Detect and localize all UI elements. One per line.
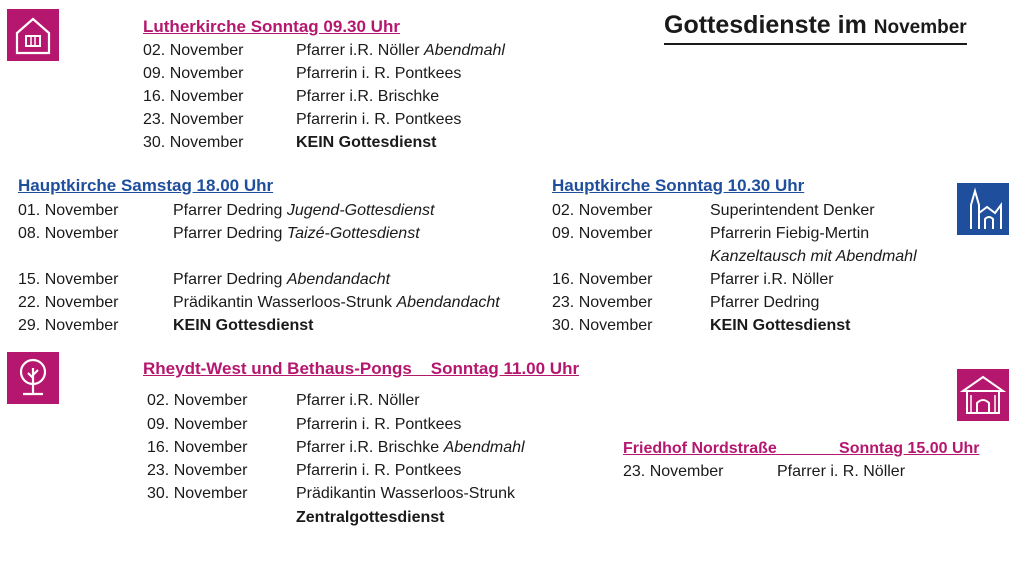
service-date: 16. November <box>147 439 248 456</box>
service-note: Abendmahl <box>443 439 525 456</box>
service-date: 23. November <box>552 294 653 311</box>
service-pastor: Pfarrerin i. R. Pontkees <box>296 65 462 82</box>
service-date: 01. November <box>18 202 119 219</box>
rheydt-heading: Rheydt-West und Bethaus-Pongs Sonntag 11.00 Uhr <box>143 359 580 378</box>
service-date: 09. November <box>143 65 244 82</box>
service-date: 02. November <box>143 42 244 59</box>
church-towers-icon <box>957 183 1009 235</box>
service-date: 22. November <box>18 294 119 311</box>
friedhof-heading: Friedhof Nordstraße Sonntag 15.00 Uhr <box>623 440 980 457</box>
no-service-label: KEIN Gottesdienst <box>173 317 314 334</box>
central-service-label: Zentralgottesdienst <box>296 509 445 526</box>
service-date: 15. November <box>18 271 119 288</box>
service-pastor: Pfarrer i. R. Nöller <box>777 463 906 480</box>
service-date: 30. November <box>143 134 244 151</box>
service-date: 23. November <box>147 462 248 479</box>
service-pastor: Pfarrer i.R. Nöller <box>710 271 834 288</box>
service-pastor: Pfarrer Dedring Abendandacht <box>173 271 391 288</box>
service-note: Kanzeltausch mit Abendmahl <box>710 248 917 265</box>
no-service-label: KEIN Gottesdienst <box>710 317 851 334</box>
service-date: 30. November <box>552 317 653 334</box>
service-date: 02. November <box>552 202 653 219</box>
service-date: 02. November <box>147 392 248 409</box>
church-house-icon <box>7 9 59 61</box>
service-pastor: Pfarrer Dedring <box>710 294 820 311</box>
service-date: 16. November <box>143 88 244 105</box>
service-pastor: Pfarrerin Fiebig-Mertin <box>710 225 870 242</box>
service-pastor: Pfarrer i.R. Nöller Abendmahl <box>296 42 505 59</box>
service-pastor: Pfarrerin i. R. Pontkees <box>296 416 462 433</box>
service-pastor: Prädikantin Wasserloos-Strunk Abendandacht <box>173 294 500 311</box>
title-main: Gottesdienste im <box>664 11 867 39</box>
service-date: 23. November <box>623 463 724 480</box>
service-pastor: Pfarrer i.R. Brischke <box>296 88 440 105</box>
service-pastor: Prädikantin Wasserloos-Strunk <box>296 485 516 502</box>
haupt-so-heading: Hauptkirche Sonntag 10.30 Uhr <box>552 176 805 195</box>
service-note: Taizé-Gottesdienst <box>286 225 420 242</box>
service-pastor: Pfarrer Dedring Jugend-Gottesdienst <box>173 202 435 219</box>
service-date: 30. November <box>147 485 248 502</box>
service-note: Jugend-Gottesdienst <box>286 202 435 219</box>
service-date: 23. November <box>143 111 244 128</box>
no-service-label: KEIN Gottesdienst <box>296 134 437 151</box>
page-title <box>664 10 967 45</box>
service-note: Abendmahl <box>424 42 505 59</box>
service-pastor: Pfarrerin i. R. Pontkees <box>296 111 462 128</box>
service-pastor: Superintendent Denker <box>710 202 875 219</box>
service-note: Abendandacht <box>396 294 500 311</box>
haupt-sa-heading: Hauptkirche Samstag 18.00 Uhr <box>18 176 274 195</box>
service-note: Abendandacht <box>286 271 391 288</box>
tree-icon <box>7 352 59 404</box>
service-date: 09. November <box>147 416 248 433</box>
service-date: 09. November <box>552 225 653 242</box>
service-date: 16. November <box>552 271 653 288</box>
chapel-gate-icon <box>957 369 1009 421</box>
service-pastor: Pfarrer i.R. Brischke Abendmahl <box>296 439 525 456</box>
service-date: 08. November <box>18 225 119 242</box>
service-pastor: Pfarrerin i. R. Pontkees <box>296 462 462 479</box>
service-pastor: Pfarrer i.R. Nöller <box>296 392 420 409</box>
luther-heading: Lutherkirche Sonntag 09.30 Uhr <box>143 17 400 36</box>
service-pastor: Pfarrer Dedring Taizé-Gottesdienst <box>173 225 420 242</box>
service-date: 29. November <box>18 317 119 334</box>
title-month: November <box>873 17 967 38</box>
